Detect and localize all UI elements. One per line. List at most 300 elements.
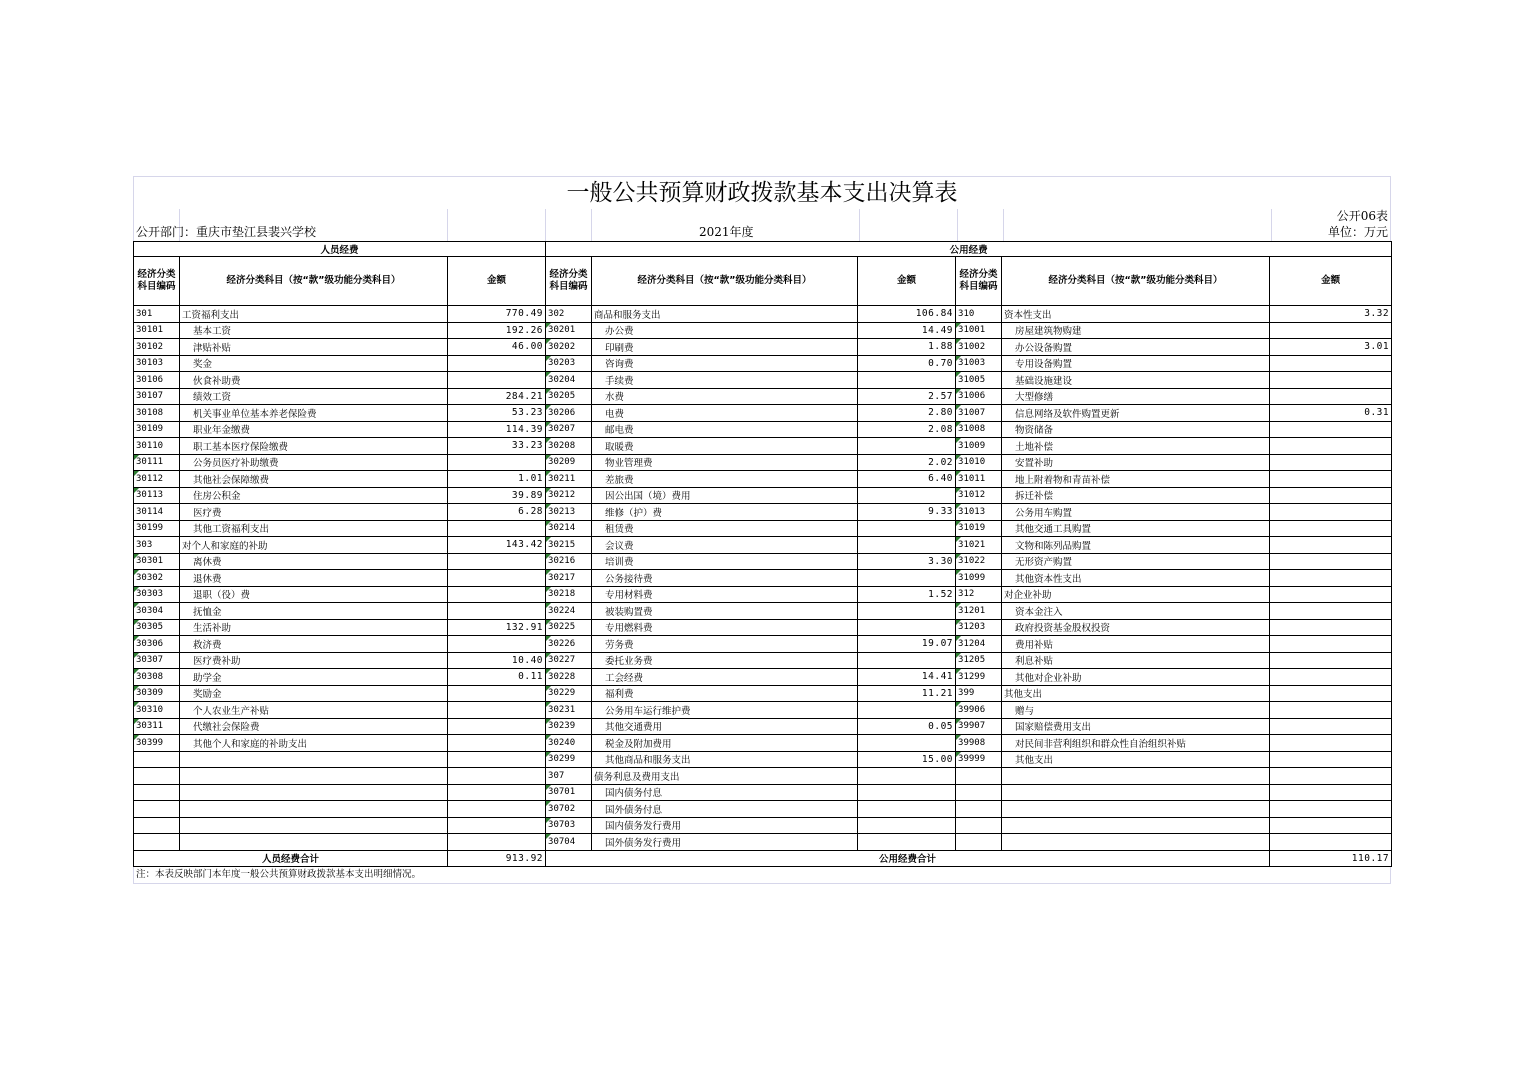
department-label: 公开部门：重庆市垫江县裴兴学校 [136,225,317,239]
table-row [134,669,1392,686]
table-row [134,751,1392,768]
item-cell: 工会经费 [592,669,858,686]
amount-cell [448,817,546,834]
amount-cell [1270,685,1392,702]
code-cell: 30217 [546,570,592,587]
code-cell: 303 [134,537,180,554]
code-cell: 30202 [546,339,592,356]
code-cell: 30399 [134,735,180,752]
amount-cell [1270,636,1392,653]
public-total-label: 公用经费合计 [546,850,1270,867]
item-cell: 大型修缮 [1002,388,1270,405]
item-cell: 政府投资基金股权投资 [1002,619,1270,636]
item-cell: 专用材料费 [592,586,858,603]
code-cell [956,768,1002,785]
form-number: 公开06表 [1336,209,1388,223]
item-cell: 生活补助 [180,619,448,636]
amount-cell [448,520,546,537]
fiscal-year: 2021年度 [699,225,754,239]
amount-cell [1270,817,1392,834]
code-cell [134,817,180,834]
code-cell: 307 [546,768,592,785]
item-cell: 其他支出 [1002,751,1270,768]
item-cell: 公务用车购置 [1002,504,1270,521]
item-cell: 文物和陈列品购置 [1002,537,1270,554]
table-row [134,768,1392,785]
item-cell: 电费 [592,405,858,422]
code-cell: 302 [546,306,592,323]
code-cell: 30225 [546,619,592,636]
code-cell: 30213 [546,504,592,521]
code-cell: 30211 [546,471,592,488]
code-cell: 30231 [546,702,592,719]
header-amount: 金额 [448,257,546,306]
code-cell: 30701 [546,784,592,801]
amount-cell: 14.41 [858,669,956,686]
code-cell: 31002 [956,339,1002,356]
code-cell: 30311 [134,718,180,735]
item-cell [180,751,448,768]
code-cell: 30109 [134,421,180,438]
code-cell [134,751,180,768]
item-cell: 税金及附加费用 [592,735,858,752]
amount-cell: 1.01 [448,471,546,488]
table-row [134,784,1392,801]
amount-cell [1270,520,1392,537]
item-cell: 其他社会保障缴费 [180,471,448,488]
amount-cell: 2.08 [858,421,956,438]
item-cell: 公务接待费 [592,570,858,587]
amount-cell [858,537,956,554]
amount-cell [1270,735,1392,752]
code-cell: 31201 [956,603,1002,620]
code-cell: 39907 [956,718,1002,735]
code-cell: 39999 [956,751,1002,768]
expenditure-table [133,241,1392,867]
item-cell: 差旅费 [592,471,858,488]
amount-cell [1270,355,1392,372]
amount-cell [1270,504,1392,521]
code-cell: 30212 [546,487,592,504]
amount-cell [1270,751,1392,768]
table-row [134,801,1392,818]
item-cell: 商品和服务支出 [592,306,858,323]
table-row [134,504,1392,521]
item-cell: 抚恤金 [180,603,448,620]
table-row [134,487,1392,504]
code-cell: 31003 [956,355,1002,372]
item-cell: 住房公积金 [180,487,448,504]
code-cell [956,817,1002,834]
amount-cell [1270,372,1392,389]
table-row [134,702,1392,719]
code-cell: 30224 [546,603,592,620]
amount-cell: 14.49 [858,322,956,339]
table-row [134,471,1392,488]
item-cell: 利息补贴 [1002,652,1270,669]
amount-cell [1270,669,1392,686]
amount-cell [448,586,546,603]
item-cell: 水费 [592,388,858,405]
code-cell [956,834,1002,851]
amount-cell [858,652,956,669]
code-cell [134,784,180,801]
amount-cell: 46.00 [448,339,546,356]
table-row [134,586,1392,603]
table-row [134,570,1392,587]
amount-cell [448,718,546,735]
item-cell [1002,801,1270,818]
item-cell: 基础设施建设 [1002,372,1270,389]
code-cell: 31001 [956,322,1002,339]
table-row [134,636,1392,653]
item-cell: 基本工资 [180,322,448,339]
amount-cell [1270,322,1392,339]
item-cell [180,768,448,785]
code-cell: 30704 [546,834,592,851]
item-cell: 地上附着物和青苗补偿 [1002,471,1270,488]
item-cell [1002,817,1270,834]
amount-cell [1270,652,1392,669]
code-cell: 30215 [546,537,592,554]
code-cell: 31009 [956,438,1002,455]
code-cell: 30229 [546,685,592,702]
item-cell: 绩效工资 [180,388,448,405]
item-cell [1002,834,1270,851]
amount-cell [858,817,956,834]
amount-cell: 0.05 [858,718,956,735]
header-item: 经济分类科目（按“款”级功能分类科目） [1002,257,1270,306]
item-cell: 债务利息及费用支出 [592,768,858,785]
amount-cell [858,768,956,785]
item-cell: 助学金 [180,669,448,686]
amount-cell: 114.39 [448,421,546,438]
item-cell [1002,768,1270,785]
item-cell: 其他支出 [1002,685,1270,702]
amount-cell [1270,438,1392,455]
amount-cell [1270,421,1392,438]
code-cell: 30102 [134,339,180,356]
amount-cell [1270,718,1392,735]
amount-cell [448,784,546,801]
item-cell: 奖金 [180,355,448,372]
code-cell: 30227 [546,652,592,669]
table-note: 注：本表反映部门本年度一般公共预算财政拨款基本支出明细情况。 [133,867,1391,884]
sheet-title: 一般公共预算财政拨款基本支出决算表 [133,176,1391,209]
code-cell: 30110 [134,438,180,455]
code-cell: 30106 [134,372,180,389]
item-cell: 物资储备 [1002,421,1270,438]
amount-cell [1270,768,1392,785]
table-row [134,553,1392,570]
meta-area [133,209,1391,241]
item-cell: 资本性支出 [1002,306,1270,323]
table-row [134,306,1392,323]
amount-cell [448,454,546,471]
amount-cell [858,702,956,719]
item-cell [180,801,448,818]
code-cell: 30303 [134,586,180,603]
amount-cell [858,520,956,537]
table-row [134,685,1392,702]
item-cell: 会议费 [592,537,858,554]
table-row [134,355,1392,372]
item-cell: 信息网络及软件购置更新 [1002,405,1270,422]
item-cell: 手续费 [592,372,858,389]
amount-cell [448,702,546,719]
amount-cell: 1.52 [858,586,956,603]
item-cell: 退休费 [180,570,448,587]
personnel-total-value: 913.92 [448,850,546,867]
amount-cell: 11.21 [858,685,956,702]
amount-cell: 2.57 [858,388,956,405]
item-cell: 专用设备购置 [1002,355,1270,372]
item-cell: 咨询费 [592,355,858,372]
amount-cell: 2.02 [858,454,956,471]
code-cell: 31021 [956,537,1002,554]
item-cell [1002,784,1270,801]
code-cell: 30208 [546,438,592,455]
item-cell: 培训费 [592,553,858,570]
amount-cell [448,372,546,389]
amount-cell [858,784,956,801]
item-cell: 办公设备购置 [1002,339,1270,356]
item-cell: 其他商品和服务支出 [592,751,858,768]
item-cell: 房屋建筑物购建 [1002,322,1270,339]
header-code: 经济分类科目编码 [546,257,592,306]
code-cell: 399 [956,685,1002,702]
table-row [134,421,1392,438]
header-amount: 金额 [858,257,956,306]
code-cell: 30101 [134,322,180,339]
amount-cell [858,570,956,587]
item-cell: 印刷费 [592,339,858,356]
code-cell: 30205 [546,388,592,405]
item-cell: 办公费 [592,322,858,339]
code-cell: 30111 [134,454,180,471]
code-cell: 30307 [134,652,180,669]
item-cell: 土地补偿 [1002,438,1270,455]
amount-cell [858,438,956,455]
item-cell: 资本金注入 [1002,603,1270,620]
code-cell: 30309 [134,685,180,702]
item-cell: 对个人和家庭的补助 [180,537,448,554]
table-body [134,306,1392,851]
code-cell: 30216 [546,553,592,570]
item-cell: 国内债务发行费用 [592,817,858,834]
code-cell: 30108 [134,405,180,422]
item-cell: 国外债务发行费用 [592,834,858,851]
code-cell: 30304 [134,603,180,620]
code-cell: 31012 [956,487,1002,504]
item-cell: 救济费 [180,636,448,653]
amount-cell [448,553,546,570]
code-cell: 30206 [546,405,592,422]
code-cell: 31013 [956,504,1002,521]
code-cell: 30113 [134,487,180,504]
amount-cell: 143.42 [448,537,546,554]
table-row [134,537,1392,554]
amount-cell [858,801,956,818]
item-cell: 医疗费补助 [180,652,448,669]
code-cell: 30302 [134,570,180,587]
header-code: 经济分类科目编码 [956,257,1002,306]
item-cell: 费用补贴 [1002,636,1270,653]
code-cell [134,801,180,818]
code-cell: 30112 [134,471,180,488]
code-cell: 301 [134,306,180,323]
code-cell: 30201 [546,322,592,339]
amount-cell [448,735,546,752]
item-cell: 维修（护）费 [592,504,858,521]
amount-cell: 284.21 [448,388,546,405]
header-item: 经济分类科目（按“款”级功能分类科目） [592,257,858,306]
public-total-value: 110.17 [1270,850,1392,867]
code-cell: 31205 [956,652,1002,669]
amount-cell [1270,586,1392,603]
item-cell: 公务用车运行维护费 [592,702,858,719]
code-cell: 31011 [956,471,1002,488]
code-cell: 30226 [546,636,592,653]
item-cell: 津贴补贴 [180,339,448,356]
item-cell: 劳务费 [592,636,858,653]
item-cell: 职业年金缴费 [180,421,448,438]
code-cell [134,768,180,785]
item-cell: 医疗费 [180,504,448,521]
table-row [134,619,1392,636]
amount-cell [448,355,546,372]
item-cell: 因公出国（境）费用 [592,487,858,504]
amount-cell [1270,603,1392,620]
item-cell: 其他交通工具购置 [1002,520,1270,537]
code-cell: 30310 [134,702,180,719]
code-cell: 39906 [956,702,1002,719]
code-cell: 30305 [134,619,180,636]
amount-cell [858,372,956,389]
item-cell [180,784,448,801]
amount-cell: 2.80 [858,405,956,422]
item-cell: 离休费 [180,553,448,570]
section-personnel: 人员经费 [134,242,546,257]
code-cell: 30239 [546,718,592,735]
table-row [134,388,1392,405]
amount-cell: 3.01 [1270,339,1392,356]
amount-cell: 10.40 [448,652,546,669]
item-cell [180,817,448,834]
amount-cell [1270,553,1392,570]
code-cell: 31008 [956,421,1002,438]
amount-cell: 106.84 [858,306,956,323]
table-row [134,438,1392,455]
item-cell: 其他资本性支出 [1002,570,1270,587]
item-cell: 物业管理费 [592,454,858,471]
amount-cell: 53.23 [448,405,546,422]
code-cell: 312 [956,586,1002,603]
code-cell [956,784,1002,801]
code-cell: 30240 [546,735,592,752]
header-code: 经济分类科目编码 [134,257,180,306]
item-cell: 国内债务付息 [592,784,858,801]
amount-cell: 192.26 [448,322,546,339]
code-cell: 30207 [546,421,592,438]
table-row [134,834,1392,851]
table-row [134,405,1392,422]
code-cell: 30228 [546,669,592,686]
amount-cell [858,619,956,636]
code-cell: 31010 [956,454,1002,471]
item-cell: 专用燃料费 [592,619,858,636]
code-cell: 39908 [956,735,1002,752]
code-cell: 31099 [956,570,1002,587]
code-cell: 31204 [956,636,1002,653]
table-row [134,322,1392,339]
code-cell: 31005 [956,372,1002,389]
table-row [134,372,1392,389]
code-cell: 30702 [546,801,592,818]
amount-cell [858,603,956,620]
code-cell: 30199 [134,520,180,537]
item-cell: 对民间非营利组织和群众性自治组织补贴 [1002,735,1270,752]
item-cell: 被装购置费 [592,603,858,620]
header-amount: 金额 [1270,257,1392,306]
item-cell: 伙食补助费 [180,372,448,389]
item-cell: 其他对企业补助 [1002,669,1270,686]
table-row [134,718,1392,735]
code-cell: 30218 [546,586,592,603]
amount-cell [1270,471,1392,488]
item-cell: 邮电费 [592,421,858,438]
item-cell: 无形资产购置 [1002,553,1270,570]
unit-label: 单位：万元 [1327,225,1388,239]
code-cell: 31203 [956,619,1002,636]
amount-cell [858,735,956,752]
code-cell: 30214 [546,520,592,537]
item-cell: 国外债务付息 [592,801,858,818]
amount-cell [1270,801,1392,818]
amount-cell: 15.00 [858,751,956,768]
code-cell: 30114 [134,504,180,521]
item-cell: 职工基本医疗保险缴费 [180,438,448,455]
amount-cell [858,487,956,504]
item-cell: 取暖费 [592,438,858,455]
item-cell: 公务员医疗补助缴费 [180,454,448,471]
item-cell: 福利费 [592,685,858,702]
item-cell: 个人农业生产补贴 [180,702,448,719]
code-cell: 30703 [546,817,592,834]
code-cell: 30301 [134,553,180,570]
code-cell: 30308 [134,669,180,686]
amount-cell [1270,454,1392,471]
code-cell: 30306 [134,636,180,653]
table-row [134,520,1392,537]
item-cell: 代缴社会保险费 [180,718,448,735]
item-cell [180,834,448,851]
personnel-total-label: 人员经费合计 [134,850,448,867]
amount-cell: 6.40 [858,471,956,488]
amount-cell [448,636,546,653]
item-cell: 安置补助 [1002,454,1270,471]
amount-cell: 770.49 [448,306,546,323]
code-cell: 31007 [956,405,1002,422]
table-row [134,735,1392,752]
code-cell: 31022 [956,553,1002,570]
amount-cell: 1.88 [858,339,956,356]
code-cell: 31019 [956,520,1002,537]
amount-cell [448,768,546,785]
code-cell: 31299 [956,669,1002,686]
code-cell: 30107 [134,388,180,405]
amount-cell: 33.23 [448,438,546,455]
